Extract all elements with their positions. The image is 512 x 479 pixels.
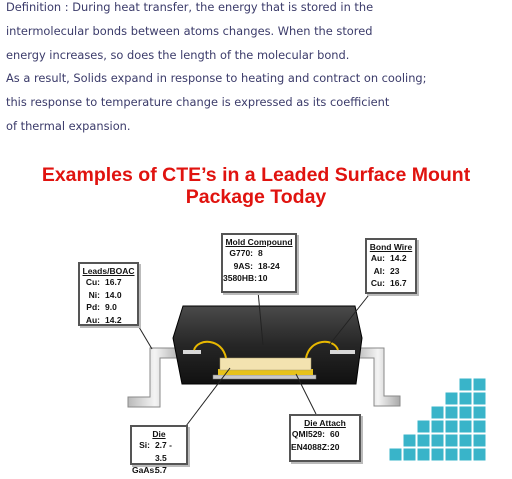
callout-heading: Mold Compound [225, 237, 293, 247]
definition-line: As a result, Solids expand in response to heating and contract on cooling; [6, 71, 427, 85]
cte-value-row: QMI529: 60 [291, 429, 340, 439]
cte-value-row: Cu: 16.7 [370, 278, 407, 288]
callout-heading: Bond Wire [369, 242, 413, 252]
cte-value-row: G770: 8 [229, 248, 263, 258]
mold-compound-callout [221, 233, 297, 293]
definition-line: of thermal expansion. [6, 119, 131, 133]
cte-value-row: Al: 23 [373, 265, 400, 276]
cte-value-row: Cu: 16.7 [85, 277, 122, 287]
definition-line: intermolecular bonds between atoms changes. When the stored [6, 24, 373, 38]
die-pad [213, 375, 316, 379]
die-attach-callout [289, 414, 361, 462]
left-lead [128, 348, 182, 407]
die [220, 358, 311, 370]
definition-line: Definition : During heat transfer, the energy that is stored in the [6, 0, 374, 14]
callout-heading: Leads/BOAC [82, 266, 135, 276]
cte-value-row: Au: 14.2 [85, 314, 122, 325]
cte-value-row: Pd: 9.0 [86, 302, 117, 312]
cte-value-row: Ni: 14.0 [88, 289, 122, 300]
bond-wire-callout [365, 238, 417, 294]
cte-value-row: GaAs: 5.7 [132, 465, 167, 475]
cte-value-row: 9AS: 18-24 [233, 260, 280, 271]
pointer-leads [136, 322, 152, 349]
inner-lead-right [330, 350, 355, 354]
right-lead [356, 348, 400, 406]
cte-value-row: Si: 2.7 - 3.5 [139, 440, 172, 463]
callout-heading: Die [152, 429, 166, 439]
inner-lead-left [183, 350, 201, 354]
slide-title-line-1: Examples of CTE’s in a Leaded Surface Mount [41, 164, 471, 186]
definition-line: energy increases, so does the length of the molecular bond. [6, 48, 350, 62]
callout-heading: Die Attach [304, 418, 346, 428]
die-callout [130, 425, 188, 475]
cte-value-row: 3580HB: 10 [223, 273, 268, 283]
slide-title-line-2: Package Today [185, 186, 327, 208]
leads-boac-callout [78, 262, 139, 326]
definition-line: this response to temperature change is expressed as its coefficient [6, 95, 390, 109]
decorative-cubes [389, 378, 486, 461]
cte-value-row: Au: 14.2 [370, 253, 407, 263]
cte-value-row: EN4088Z: 20 [291, 441, 340, 452]
